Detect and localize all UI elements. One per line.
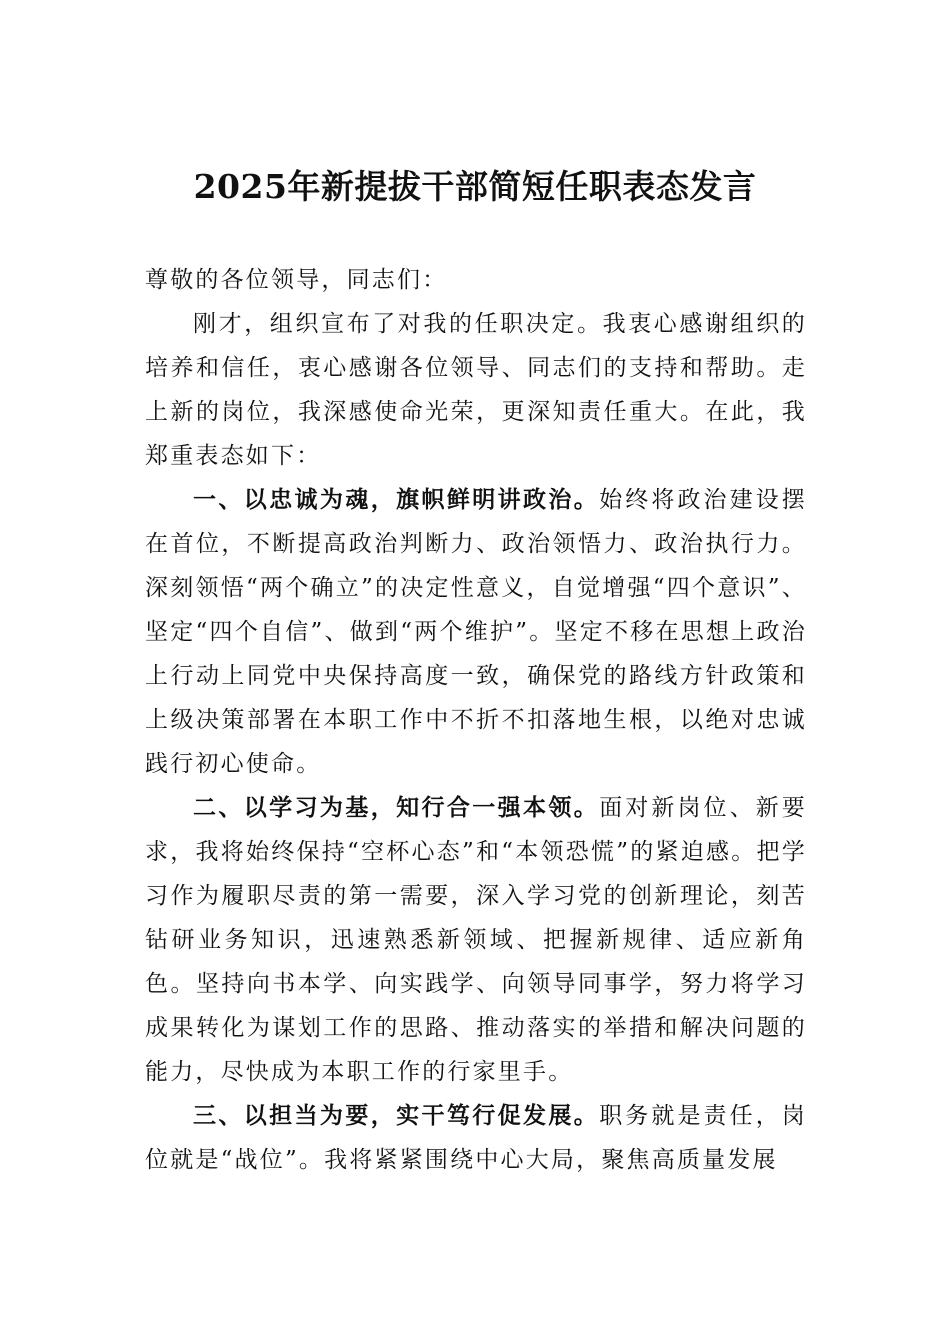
document-body: [145, 258, 807, 1182]
section-3-text: 职务就是责任，岗位就是“战位”。我将紧紧围绕中心大局，聚焦高质量发展: [145, 1103, 807, 1173]
section-3-heading: 三、以担当为要，实干笃行促发展。: [193, 1103, 600, 1129]
section-1-text: 始终将政治建设摆在首位，不断提高政治判断力、政治领悟力、政治执行力。深刻领悟“两个确立”的决定性意义，自觉增强“四个意识”、坚定“四个自信”、做到“两个维护”。坚定不移在思想上政治上行动上同党中央保持高度一致，确保党的路线方针政策和上级决策部署在本职工作中不折不扣落地生根，以绝对忠诚践行初心使命。: [145, 487, 807, 777]
section-1-heading: 一、以忠诚为魂，旗帜鲜明讲政治。: [193, 487, 600, 513]
section-2-paragraph: [145, 786, 807, 1094]
document-title: 2025年新提拔干部简短任职表态发言: [193, 167, 757, 206]
intro-paragraph: 刚才，组织宣布了对我的任职决定。我衷心感谢组织的培养和信任，衷心感谢各位领导、同志们的支持和帮助。走上新的岗位，我深感使命光荣，更深知责任重大。在此，我郑重表态如下：: [145, 311, 807, 469]
section-2-text: 面对新岗位、新要求，我将始终保持“空杯心态”和“本领恐慌”的紧迫感。把学习作为履职尽责的第一需要，深入学习党的创新理论，刻苦钻研业务知识，迅速熟悉新领域、把握新规律、适应新角色。坚持向书本学、向实践学、向领导同事学，努力将学习成果转化为谋划工作的思路、推动落实的举措和解决问题的能力，尽快成为本职工作的行家里手。: [145, 795, 807, 1085]
section-3-paragraph: [145, 1094, 807, 1182]
salutation: 尊敬的各位领导，同志们：: [145, 267, 448, 293]
section-2-heading: 二、以学习为基，知行合一强本领。: [193, 795, 600, 821]
section-1-paragraph: [145, 478, 807, 786]
